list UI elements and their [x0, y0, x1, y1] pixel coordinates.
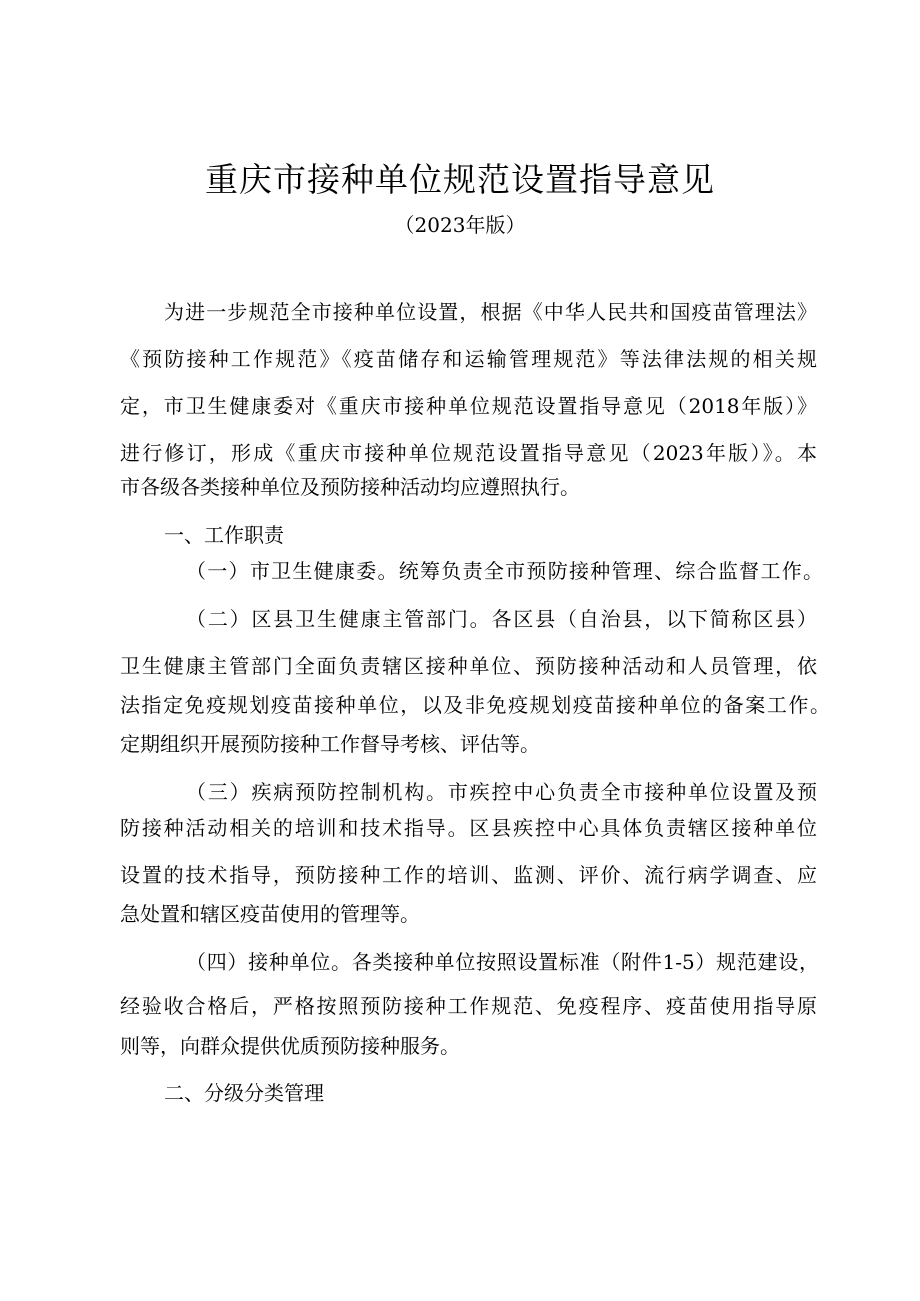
paragraph-line: 《预防接种工作规范》《疫苗储存和运输管理规范》等法律法规的相关规 [120, 347, 817, 371]
paragraph-line: 市各级各类接种单位及预防接种活动均应遵照执行。 [120, 475, 580, 499]
paragraph-line: （二）区县卫生健康主管部门。各区县（自治县，以下简称区县） [186, 607, 817, 631]
document-title: 重庆市接种单位规范设置指导意见 [205, 160, 715, 199]
paragraph-line: 防接种活动相关的培训和技术指导。区县疾控中心具体负责辖区接种单位 [120, 816, 817, 840]
paragraph-line: 卫生健康主管部门全面负责辖区接种单位、预防接种活动和人员管理，依 [120, 654, 817, 678]
document-subtitle: （2023年版） [394, 213, 526, 237]
paragraph-line: （三）疾病预防控制机构。市疾控中心负责全市接种单位设置及预 [186, 780, 817, 804]
paragraph-line: 进行修订，形成《重庆市接种单位规范设置指导意见（2023年版）》。本 [120, 441, 817, 465]
paragraph-line: 定期组织开展预防接种工作督导考核、评估等。 [120, 732, 540, 756]
paragraph-line: （四）接种单位。各类接种单位按照设置标准（附件1-5）规范建设， [186, 950, 819, 974]
paragraph-line: 法指定免疫规划疫苗接种单位，以及非免疫规划疫苗接种单位的备案工作。 [120, 693, 830, 717]
paragraph-line: 急处置和辖区疫苗使用的管理等。 [120, 902, 420, 926]
section-heading: 一、工作职责 [164, 523, 284, 547]
paragraph-line: 经验收合格后，严格按照预防接种工作规范、免疫程序、疫苗使用指导原 [120, 994, 817, 1018]
paragraph-line: 定，市卫生健康委对《重庆市接种单位规范设置指导意见（2018年版）》 [120, 394, 817, 418]
section-heading: 二、分级分类管理 [164, 1081, 324, 1105]
paragraph-line: 则等，向群众提供优质预防接种服务。 [120, 1034, 460, 1058]
paragraph-line: 设置的技术指导，预防接种工作的培训、监测、评价、流行病学调查、应 [120, 863, 817, 887]
paragraph-line: （一）市卫生健康委。统筹负责全市预防接种管理、综合监督工作。 [186, 559, 823, 583]
paragraph-line: 为进一步规范全市接种单位设置，根据《中华人民共和国疫苗管理法》 [164, 300, 817, 324]
